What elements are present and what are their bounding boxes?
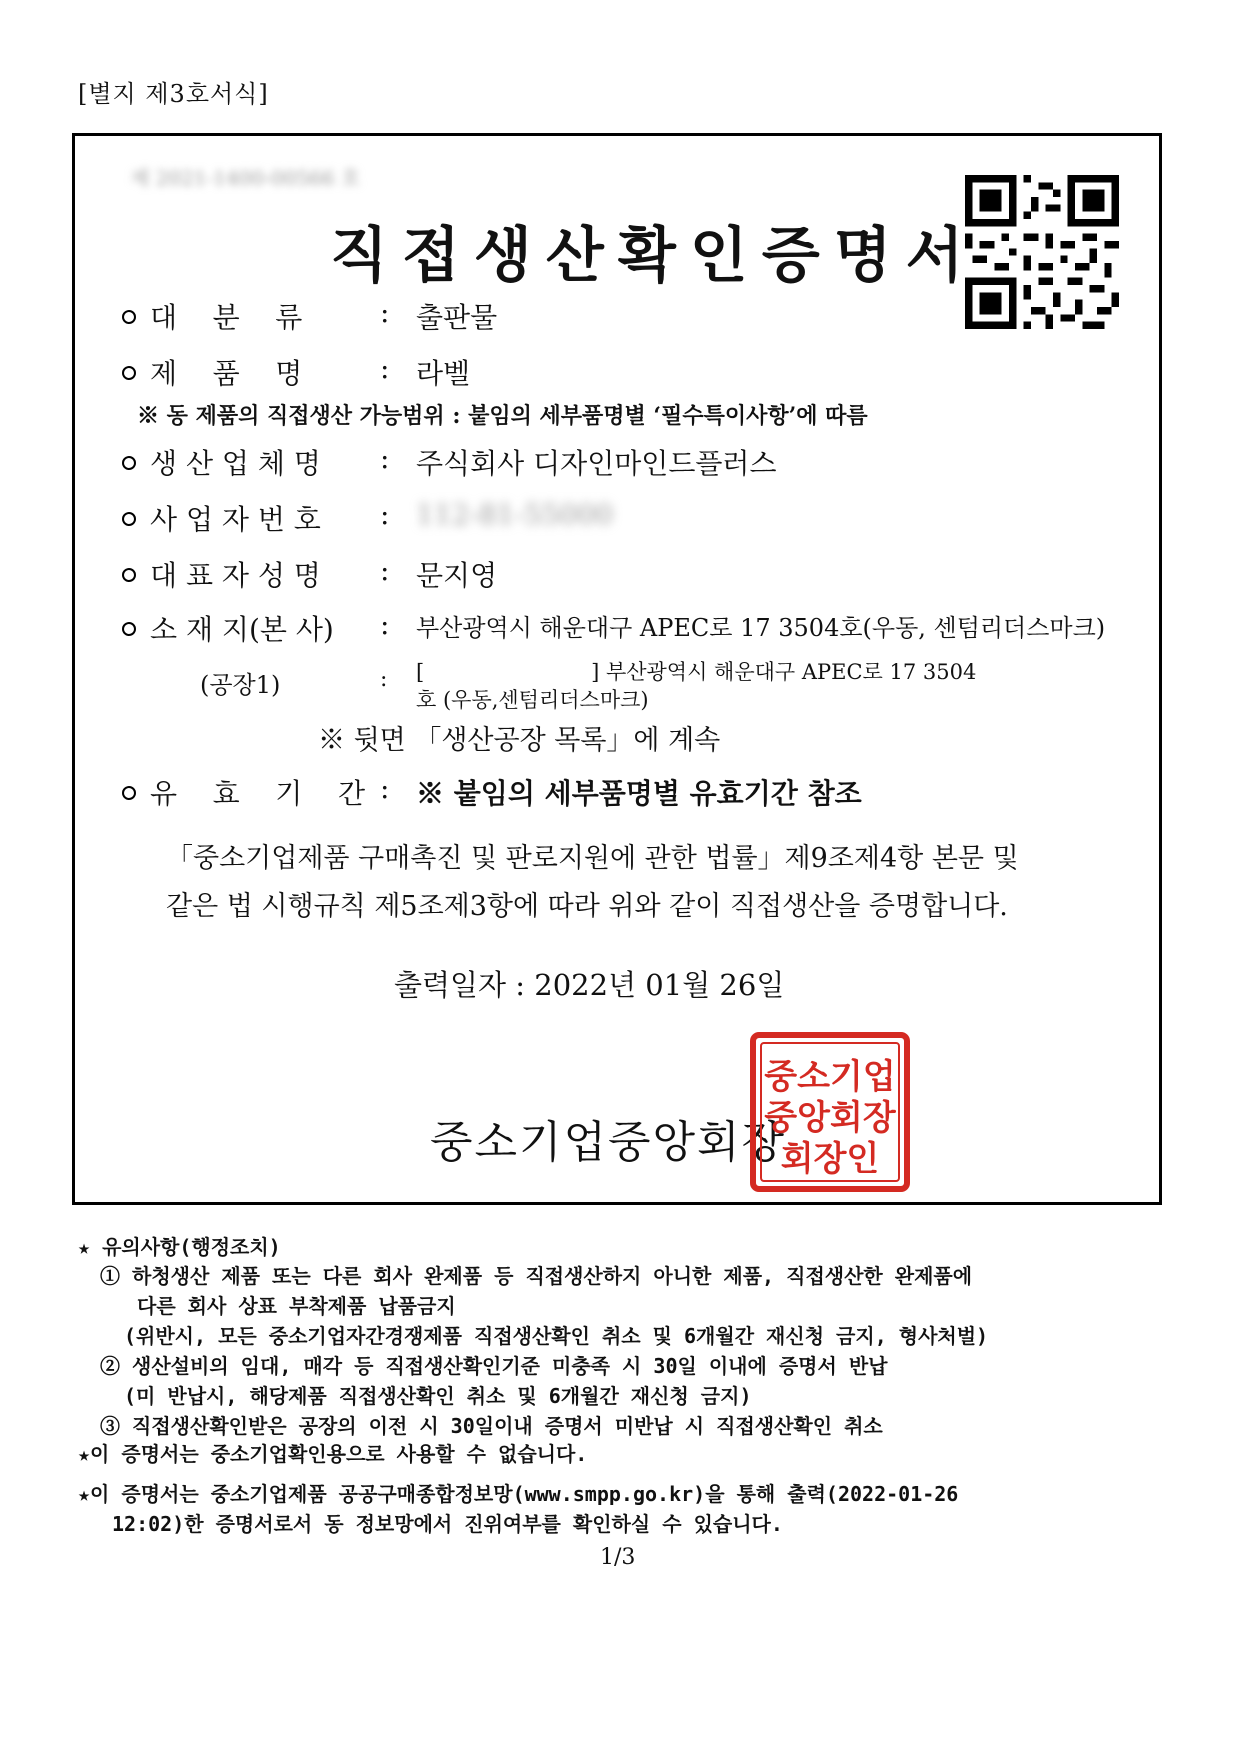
address-hq-label: 소 재 지(본 사) (150, 613, 334, 646)
star-note-2-line1: ★이 증명서는 중소기업제품 공공구매종합정보망(www.smpp.go.kr)을 통해 출력(2022-01-26 (78, 1482, 959, 1506)
product-colon: : (380, 352, 390, 385)
company-colon: : (380, 442, 390, 475)
factory-address-line1: [ ] 부산광역시 해운대구 APEC로 17 3504 (416, 660, 977, 684)
bullet-icon (122, 456, 136, 470)
category-value: 출판물 (416, 301, 498, 334)
seal-text-line1: 중소기업 (764, 1057, 896, 1097)
validity-label: 유 효 기 간 (150, 777, 365, 810)
official-seal-icon (750, 1032, 910, 1192)
product-label: 제 품 명 (150, 357, 303, 390)
star-note-1: ★이 증명서는 중소기업확인용으로 사용할 수 없습니다. (78, 1442, 588, 1466)
bullet-icon (122, 310, 136, 324)
legal-text-line2: 같은 법 시행규칙 제5조제3항에 따라 위와 같이 직접생산을 증명합니다. (166, 891, 1008, 922)
note-1-line1: ① 하청생산 제품 또는 다른 회사 완제품 등 직접생산하지 아니한 제품, 직접생산한 완제품에 (100, 1264, 973, 1288)
qr-code-icon[interactable] (965, 175, 1119, 329)
company-value: 주식회사 디자인마인드플러스 (416, 447, 777, 480)
company-label: 생 산 업 체 명 (150, 447, 321, 480)
address-hq-value: 부산광역시 해운대구 APEC로 17 3504호(우동, 센텀리더스마크) (416, 614, 1106, 642)
legal-text-line1: 「중소기업제품 구매촉진 및 판로지원에 관한 법률」제9조제4항 본문 및 (166, 843, 1019, 874)
bullet-icon (122, 366, 136, 380)
factory-label: (공장1) (200, 671, 281, 699)
validity-colon: : (380, 772, 390, 805)
bullet-icon (122, 622, 136, 636)
bullet-icon (122, 512, 136, 526)
validity-value: ※ 붙임의 세부품명별 유효기간 참조 (416, 777, 862, 810)
representative-colon: : (380, 554, 390, 587)
document-number: 제 2021-1400-00566 호 (130, 166, 361, 190)
page-number: 1/3 (600, 1545, 636, 1570)
bullet-icon (122, 786, 136, 800)
output-date: 출력일자 : 2022년 01월 26일 (394, 968, 785, 1002)
seal-text-line3: 회장인 (780, 1139, 880, 1179)
scope-note: ※ 동 제품의 직접생산 가능범위 : 붙임의 세부품명별 ‘필수특이사항’에 따름 (137, 403, 868, 429)
note-2-line1: ② 생산설비의 임대, 매각 등 직접생산확인기준 미충족 시 30일 이내에 증명서 반납 (100, 1354, 888, 1378)
biz-number-label: 사 업 자 번 호 (150, 503, 321, 536)
representative-value: 문지영 (416, 559, 498, 592)
certificate-title: 직접생산확인증명서 (330, 221, 978, 291)
factory-colon: : (380, 667, 388, 692)
bullet-icon (122, 568, 136, 582)
form-label: [별지 제3호서식] (78, 80, 269, 108)
note-1-line3: (위반시, 모든 중소기업자간경쟁제품 직접생산확인 취소 및 6개월간 재신청 금지, 형사처벌) (124, 1324, 989, 1348)
category-colon: : (380, 296, 390, 329)
product-value: 라벨 (416, 357, 471, 390)
notes-header: ★ 유의사항(행정조치) (78, 1235, 281, 1259)
address-hq-colon: : (380, 608, 390, 641)
rear-note: ※ 뒷면 「생산공장 목록」에 계속 (318, 725, 721, 756)
note-1-line2: 다른 회사 상표 부착제품 납품금지 (137, 1294, 456, 1318)
note-2-line2: (미 반납시, 해당제품 직접생산확인 취소 및 6개월간 재신청 금지) (124, 1384, 752, 1408)
star-note-2-line2: 12:02)한 증명서로서 동 정보망에서 진위여부를 확인하실 수 있습니다. (112, 1512, 783, 1536)
factory-address-line2: 호 (우동,센텀리더스마크) (416, 688, 649, 712)
seal-text-line2: 중앙회장 (764, 1098, 896, 1138)
category-label: 대 분 류 (150, 301, 303, 334)
biz-number-value: 112-81-55000 (416, 498, 614, 531)
biz-number-colon: : (380, 498, 390, 531)
representative-label: 대 표 자 성 명 (150, 559, 321, 592)
issuer-name: 중소기업중앙회장 (430, 1117, 787, 1168)
note-3: ③ 직접생산확인받은 공장의 이전 시 30일이내 증명서 미반납 시 직접생산확인 취소 (100, 1414, 883, 1438)
